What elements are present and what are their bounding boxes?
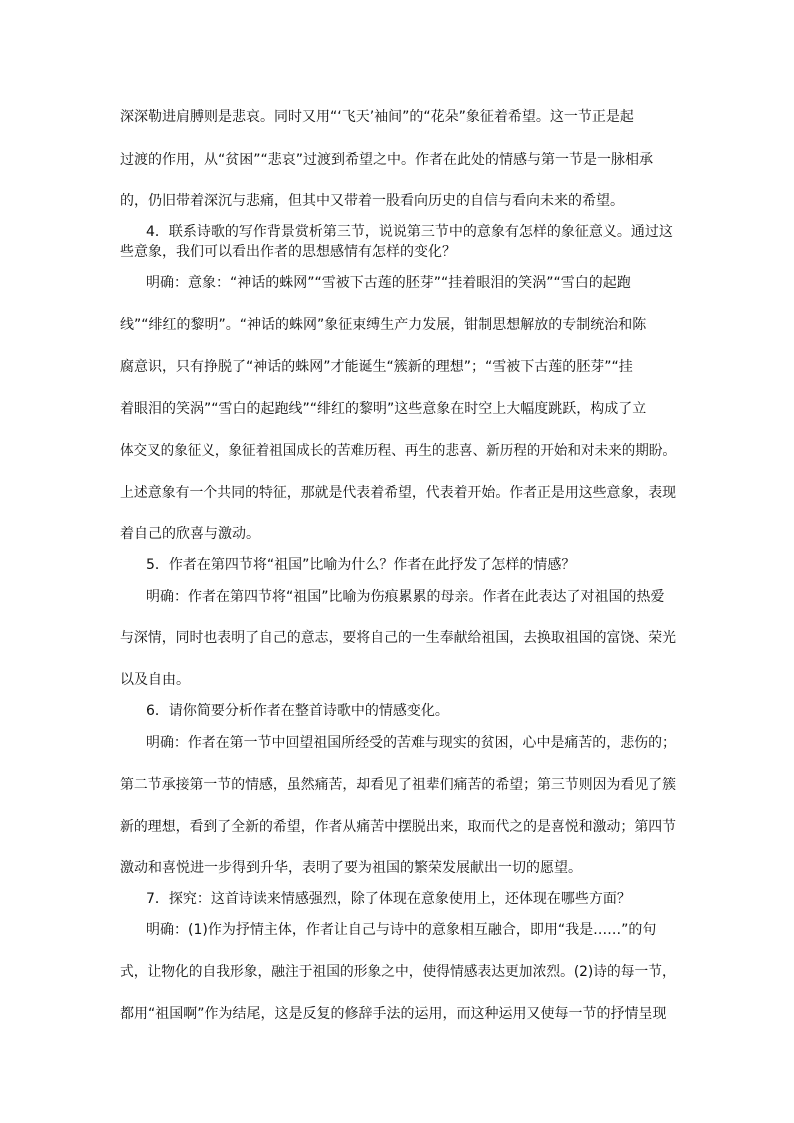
text-line: 激动和喜悦进一步得到升华，表明了要为祖国的繁荣发展献出一切的愿望。 — [120, 860, 582, 876]
text-line: 深深勒进肩膊则是悲哀。同时又用“‘飞天’袖间”的“花朵”象征着希望。这一节正是起 — [120, 109, 634, 125]
text-line: 式，让物化的自我形象，融注于祖国的形象之中，使得情感表达更加浓烈。(2)诗的每一节， — [120, 964, 676, 980]
text-line: 都用“祖国啊”作为结尾，这是反复的修辞手法的运用，而这种运用又使每一节的抒情呈现 — [120, 1006, 667, 1022]
question-6-line: 6．请你简要分析作者在整首诗歌中的情感变化。 — [146, 703, 449, 719]
text-line: 与深情，同时也表明了自己的意志，要将自己的一生奉献给祖国，去换取祖国的富饶、荣光 — [120, 630, 677, 646]
text-line: 新的理想，看到了全新的希望，作者从痛苦中摆脱出来，取而代之的是喜悦和激动；第四节 — [120, 819, 677, 835]
text-line: 过渡的作用，从“贫困”“悲哀”过渡到希望之中。作者在此处的情感与第一节是一脉相承 — [120, 152, 654, 168]
answer-7-line: 明确：(1)作为抒情主体，作者让自己与诗中的意象相互融合，即用“我是……”的句 — [146, 922, 657, 938]
text-line: 着自己的欣喜与激动。 — [120, 526, 260, 542]
answer-4-line: 明确：意象：“神话的蛛网”“雪被下古莲的胚芽”“挂着眼泪的笑涡”“雪白的起跑 — [146, 275, 631, 291]
question-7-line: 7．探究：这首诗读来情感强烈，除了体现在意象使用上，还体现在哪些方面？ — [146, 891, 631, 907]
question-4-line: 些意象，我们可以看出作者的思想感情有怎样的变化？ — [120, 244, 456, 260]
text-line: 着眼泪的笑涡”“雪白的起跑线”“绯红的黎明”这些意象在时空上大幅度跳跃，构成了立 — [120, 401, 647, 417]
answer-5-line: 明确：作者在第四节将“祖国”比喻为伤痕累累的母亲。作者在此表达了对祖国的热爱 — [146, 589, 665, 605]
question-5-line: 5．作者在第四节将“祖国”比喻为什么？作者在此抒发了怎样的情感？ — [146, 557, 576, 573]
text-line: 上述意象有一个共同的特征，那就是代表着希望，代表着开始。作者正是用这些意象，表现 — [120, 485, 677, 501]
answer-6-line: 明确：作者在第一节中回望祖国所经受的苦难与现实的贫困，心中是痛苦的，悲伤的； — [146, 735, 676, 751]
text-line: 腐意识，只有挣脱了“神话的蛛网”才能诞生“簇新的理想”；“雪被下古莲的胚芽”“挂 — [120, 359, 633, 375]
question-4-line: 4．联系诗歌的写作背景赏析第三节，说说第三节中的意象有怎样的象征意义。通过这 — [146, 224, 673, 240]
text-line: 以及自由。 — [120, 672, 190, 688]
text-line: 体交叉的象征义，象征着祖国成长的苦难历程、再生的悲喜、新历程的开始和对未来的期盼。 — [120, 443, 676, 459]
text-line: 线”“绯红的黎明”。“神话的蛛网”象征束缚生产力发展，钳制思想解放的专制统治和陈 — [120, 317, 647, 333]
text-line: 第二节承接第一节的情感，虽然痛苦，却看见了祖辈们痛苦的希望；第三节则因为看见了簇 — [120, 777, 677, 793]
text-line: 的，仍旧带着深沉与悲痛，但其中又带着一股看向历史的自信与看向未来的希望。 — [120, 193, 624, 209]
